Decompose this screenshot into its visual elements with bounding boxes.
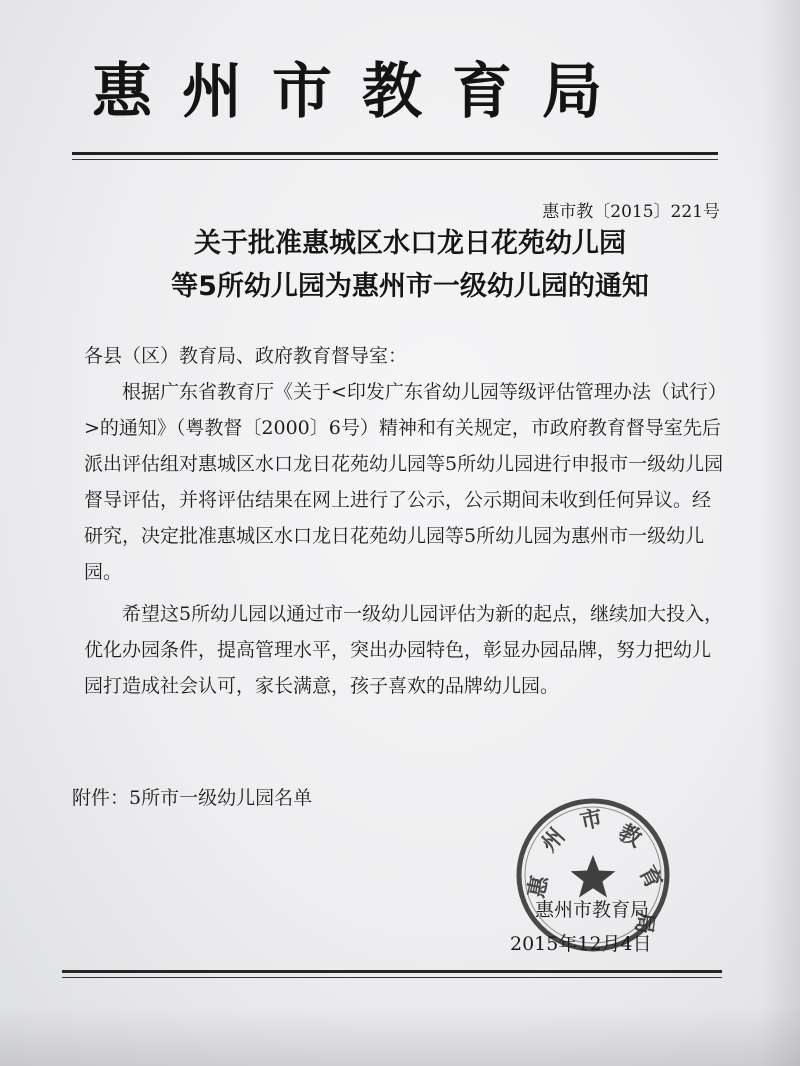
svg-text:育: 育	[633, 861, 667, 894]
letterhead-rule-thin	[72, 159, 718, 160]
svg-text:教: 教	[614, 819, 646, 853]
page-shadow-bottom	[0, 1006, 800, 1066]
page-shadow-right	[760, 0, 800, 1066]
footer-rule-thick	[62, 970, 722, 973]
seal-star-icon	[571, 855, 616, 898]
signature-organization: 惠州市教育局	[535, 899, 650, 921]
body-paragraph-1: 根据广东省教育厅《关于<印发广东省幼儿园等级评估管理办法（试行）>的通知》（粤教督〔2000〕6号）精神和有关规定，市政府教育督导室先后派出评估组对惠城区水口龙日花苑幼儿园等5所幼儿园进行申报市一级幼儿园督导评估，并将评估结果在网上进行了公示，公示期间未收到任何异议。经研究，决定批准惠城区水口龙日花苑幼儿园等5所幼儿园为惠州市一级幼儿园。	[84, 381, 724, 583]
svg-text:惠: 惠	[523, 873, 554, 901]
attachment-note: 附件：5所市一级幼儿园名单	[72, 787, 313, 809]
document-number: 惠市教〔2015〕221号	[542, 202, 720, 222]
svg-text:州: 州	[536, 823, 571, 858]
addressee: 各县（区）教育局、政府教育督导室：	[84, 345, 408, 367]
footer-rule-thin	[62, 977, 722, 978]
notice-title-line2: 等5所幼儿园为惠州市一级幼儿园的通知	[171, 271, 649, 302]
body-paragraph-2: 希望这5所幼儿园以通过市一级幼儿园评估为新的起点，继续加大投入，优化办园条件，提高管理水平，突出办园特色，彰显办园品牌，努力把幼儿园打造成社会认可，家长满意，孩子喜欢的品牌幼儿园。	[84, 603, 724, 697]
signature-date: 2015年12月4日	[510, 933, 652, 955]
svg-text:市: 市	[577, 804, 605, 835]
letterhead-title: 惠州市教育局	[92, 57, 632, 127]
svg-text:局: 局	[629, 910, 659, 936]
notice-title-line1: 关于批准惠城区水口龙日花苑幼儿园	[194, 228, 626, 259]
letterhead-rule-thick	[72, 152, 718, 155]
